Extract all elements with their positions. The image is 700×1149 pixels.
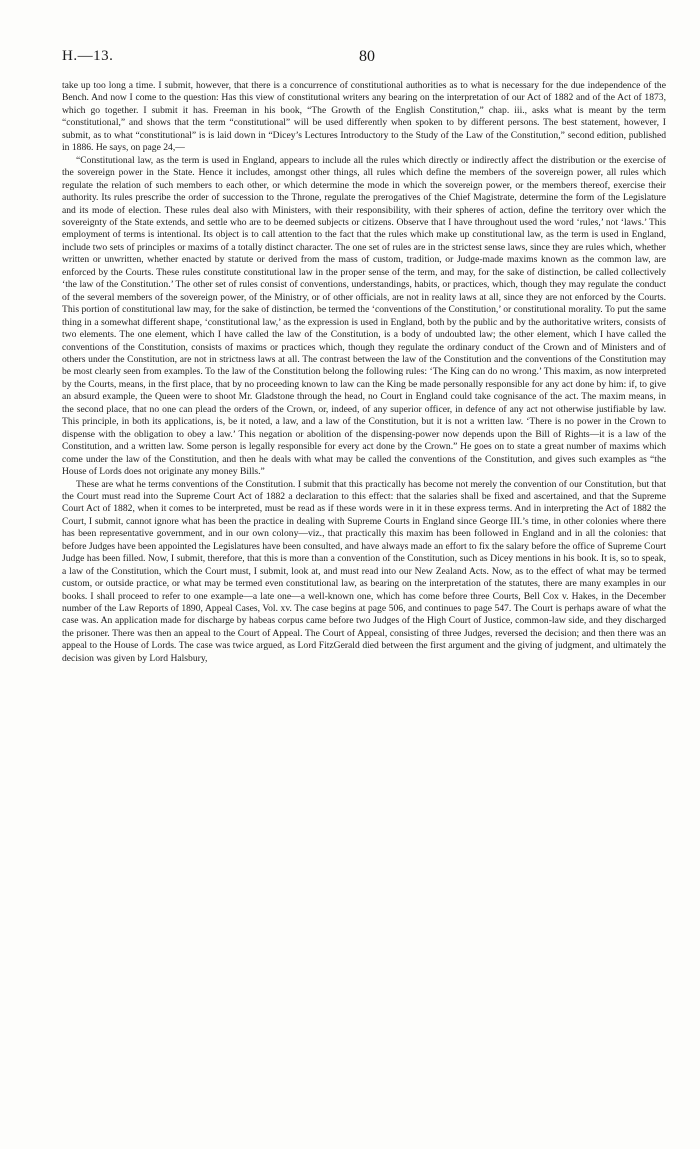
paragraph-intro: take up too long a time. I submit, however, that there is a concurrence of constitutional authorities as to what is necessary for the due independence of the Bench. And now I come to the question: Has this view of constitutional writers any bearing on the interpretation of our Act of 1882 and of the Act of 1873, which go together. I submit it has. Freeman in his book, “The Growth of the English Constitution,” chap. iii., asks what is meant by the term “constitutional,” and shows that the term “constitutional” will be used differently when spoken to by different persons. The best statement, however, I submit, as to what “constitutional” is is laid down in “Dicey’s Lectures Introductory to the Study of the Law of the Constitution,” second edition, published in 1886. He says, on page 24,— (62, 80, 666, 154)
page-number: 80 (359, 48, 375, 65)
paragraph-argument: These are what he terms conventions of the Constitution. I submit that this practically has become not merely the convention of our Constitution, but that the Court must read into the Supreme Court Act of 1882 a declaration to this effect: that the salaries shall be fixed and ascertained, and that the Supreme Court Act of 1882, when it comes to be interpreted, must be read as if these words were in it in these express terms. And in interpreting the Act of 1882 the Court, I submit, cannot ignore what has been the practice in dealing with Supreme Courts in England since George III.’s time, in other colonies where there has been representative government, and in our own colony—viz., that practically this maxim has been followed in England and in all the colonies: that before Judges have been appointed the Legislatures have been consulted, and have always made an effort to fix the salary before the office of Supreme Court Judge has been filled. Now, I submit, therefore, that this is more than a convention of the Constitution, such as Dicey mentions in his book. It is, so to speak, a law of the Constitution, which the Court must, I submit, look at, and must read into our New Zealand Acts. Now, as to the effect of what may be termed custom, or outside practice, or what may be termed even constitutional law, as bearing on the interpretation of the statutes, there are many examples in our books. I shall proceed to refer to one example—a late one—a well-known one, which has come before three Courts, Bell Cox v. Hakes, in the December number of the Law Reports of 1890, Appeal Cases, Vol. xv. The case begins at page 506, and continues to page 547. The Court is perhaps aware of what the case was. An application made for discharge by habeas corpus came before two Judges of the High Court of Justice, common-law side, and they discharged the prisoner. There was then an appeal to the Court of Appeal. The Court of Appeal, consisting of three Judges, reversed the decision; and then there was an appeal to the House of Lords. The case was twice argued, as Lord FitzGerald died between the first argument and the giving of judgment, and ultimately the decision was given by Lord Halsbury, (62, 478, 666, 664)
body-text (62, 80, 666, 665)
page-header (62, 48, 672, 72)
document-reference: H.—13. (62, 48, 114, 64)
paragraph-dicey-quotation: “Constitutional law, as the term is used in England, appears to include all the rules which directly or indirectly affect the distribution or the exercise of the sovereign power in the State. Hence it includes, amongst other things, all rules which define the members of the sovereign power, all rules which regulate the relation of such members to each other, or which determine the mode in which the sovereign power, or the members thereof, exercise their authority. Its rules prescribe the order of succession to the Throne, regulate the prerogatives of the Chief Magistrate, determine the form of the Legislature and its mode of election. These rules deal also with Ministers, with their responsibility, with their spheres of action, define the territory over which the sovereignty of the State extends, and settle who are to be deemed subjects or citizens. Observe that I have throughout used the word ‘rules,’ not ‘laws.’ This employment of terms is intentional. Its object is to call attention to the fact that the rules which make up constitutional law, as the term is used in England, include two sets of principles or maxims of a totally distinct character. The one set of rules are in the strictest sense laws, since they are rules which, whether written or unwritten, whether enacted by statute or derived from the mass of custom, tradition, or Judge-made maxims known as the common law, are enforced by the Courts. These rules constitute constitutional law in the proper sense of the term, and may, for the sake of distinction, be called collectively ‘the law of the Constitution.’ The other set of rules consist of conventions, understandings, habits, or practices, which, though they may regulate the conduct of the several members of the sovereign power, of the Ministry, or of other officials, are not in reality laws at all, since they are not enforced by the Courts. This portion of constitutional law may, for the sake of distinction, be termed the ‘conventions of the Constitution,’ or constitutional morality. To put the same thing in a somewhat different shape, ‘constitutional law,’ as the expression is used in England, both by the public and by the authoritative writers, consists of two elements. The one element, which I have called the law of the Constitution, is a body of undoubted law; the other element, which I have called the conventions of the Constitution, consists of maxims or practices which, though they regulate the ordinary conduct of the Crown and of Ministers and of others under the Constitution, are not in strictness laws at all. The contrast between the law of the Constitution and the conventions of the Constitution may be most clearly seen from examples. To the law of the Constitution belong the following rules: ‘The King can do no wrong.’ This maxim, as now interpreted by the Courts, means, in the first place, that by no proceeding known to law can the King be made personally responsible for any act done by him: if, to give an absurd example, the Queen were to shoot Mr. Gladstone through the head, no Court in England could take cognisance of the act. The maxim means, in the second place, that no one can plead the orders of the Crown, or, indeed, of any superior officer, in defence of any act not otherwise justifiable by law. This principle, in both its applications, is, be it noted, a law, and a law of the Constitution, but it is not a written law. ‘There is no power in the Crown to dispense with the obligation to obey a law.’ This negation or abolition of the dispensing-power now depends upon the Bill of Rights—it is a law of the Constitution, and a written law. Some person is legally responsible for every act done by the Crown.” He goes on to state a great number of maxims which come under the law of the Constitution, and then he deals with what may be called the conventions of the Constitution, and gives such examples as “the House of Lords does not originate any money Bills.” (62, 154, 666, 478)
